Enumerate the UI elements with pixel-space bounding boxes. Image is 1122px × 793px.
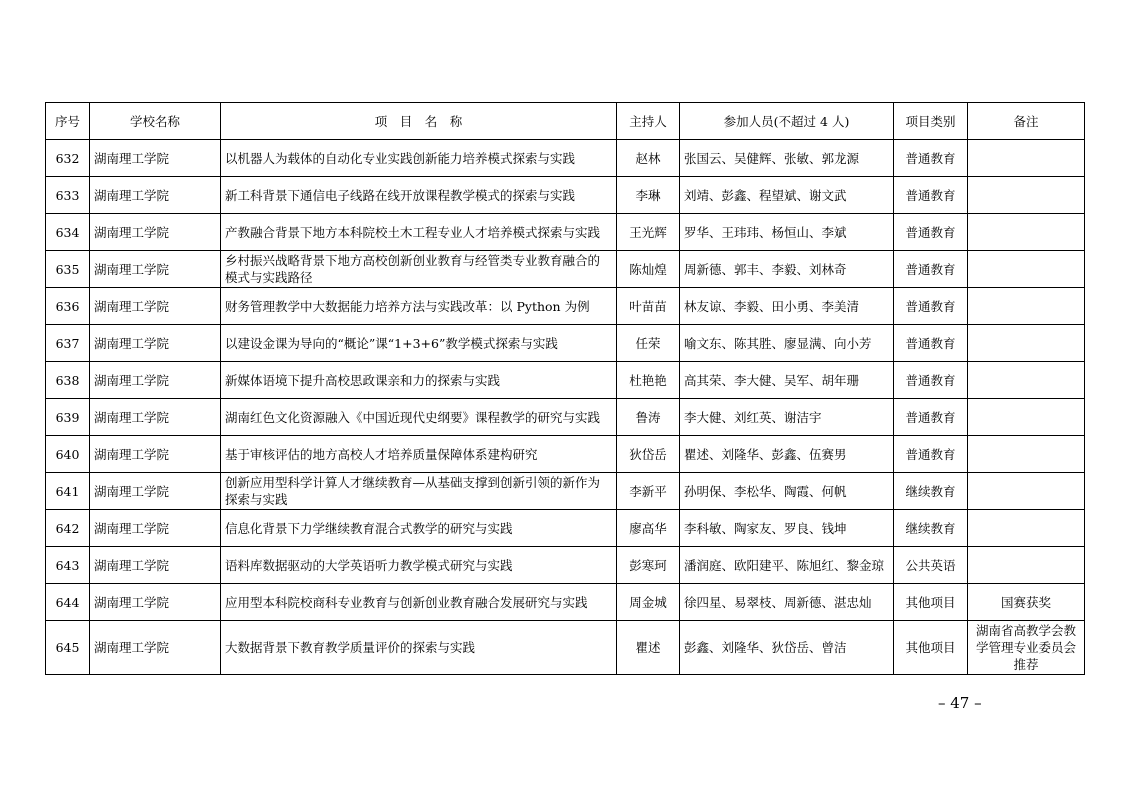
cell-members: 潘润庭、欧阳建平、陈旭红、黎金琼 xyxy=(680,547,894,584)
cell-category: 普通教育 xyxy=(894,288,968,325)
cell-category: 其他项目 xyxy=(894,621,968,675)
header-members: 参加人员(不超过 4 人) xyxy=(680,103,894,140)
table-row xyxy=(46,177,1085,214)
cell-members: 瞿述、刘隆华、彭鑫、伍赛男 xyxy=(680,436,894,473)
cell-members: 孙明保、李松华、陶霞、何帆 xyxy=(680,473,894,510)
cell-project: 新媒体语境下提升高校思政课亲和力的探索与实践 xyxy=(221,362,617,399)
cell-project: 以机器人为载体的自动化专业实践创新能力培养模式探索与实践 xyxy=(221,140,617,177)
cell-category: 普通教育 xyxy=(894,436,968,473)
cell-members: 喻文东、陈其胜、廖显满、向小芳 xyxy=(680,325,894,362)
page-number: – 47 – xyxy=(938,694,982,712)
cell-school: 湖南理工学院 xyxy=(90,140,221,177)
cell-school: 湖南理工学院 xyxy=(90,436,221,473)
cell-school: 湖南理工学院 xyxy=(90,177,221,214)
cell-members: 李大健、刘红英、谢洁宇 xyxy=(680,399,894,436)
cell-school: 湖南理工学院 xyxy=(90,288,221,325)
cell-school: 湖南理工学院 xyxy=(90,547,221,584)
cell-members: 张国云、吴健辉、张敏、郭龙源 xyxy=(680,140,894,177)
cell-category: 普通教育 xyxy=(894,362,968,399)
cell-host: 李新平 xyxy=(617,473,680,510)
table-row xyxy=(46,325,1085,362)
table-row xyxy=(46,362,1085,399)
cell-serial: 640 xyxy=(46,436,90,473)
cell-note xyxy=(968,214,1085,251)
cell-host: 瞿述 xyxy=(617,621,680,675)
cell-note xyxy=(968,436,1085,473)
cell-serial: 634 xyxy=(46,214,90,251)
cell-note: 湖南省高教学会教学管理专业委员会推荐 xyxy=(968,621,1085,675)
cell-school: 湖南理工学院 xyxy=(90,399,221,436)
cell-members: 彭鑫、刘隆华、狄岱岳、曾洁 xyxy=(680,621,894,675)
table-row xyxy=(46,251,1085,288)
cell-category: 普通教育 xyxy=(894,399,968,436)
cell-host: 任荣 xyxy=(617,325,680,362)
cell-project: 湖南红色文化资源融入《中国近现代史纲要》课程教学的研究与实践 xyxy=(221,399,617,436)
cell-school: 湖南理工学院 xyxy=(90,325,221,362)
cell-host: 李琳 xyxy=(617,177,680,214)
table-row xyxy=(46,621,1085,675)
cell-host: 廖高华 xyxy=(617,510,680,547)
cell-serial: 644 xyxy=(46,584,90,621)
cell-serial: 639 xyxy=(46,399,90,436)
cell-serial: 637 xyxy=(46,325,90,362)
cell-host: 鲁涛 xyxy=(617,399,680,436)
cell-project: 乡村振兴战略背景下地方高校创新创业教育与经管类专业教育融合的模式与实践路径 xyxy=(221,251,617,288)
cell-school: 湖南理工学院 xyxy=(90,621,221,675)
table-row xyxy=(46,288,1085,325)
cell-project: 创新应用型科学计算人才继续教育—从基础支撑到创新引领的新作为探索与实践 xyxy=(221,473,617,510)
cell-serial: 635 xyxy=(46,251,90,288)
cell-members: 周新德、郭丰、李毅、刘林奇 xyxy=(680,251,894,288)
cell-host: 彭寒珂 xyxy=(617,547,680,584)
cell-note xyxy=(968,547,1085,584)
cell-members: 李科敏、陶家友、罗良、钱坤 xyxy=(680,510,894,547)
cell-note xyxy=(968,140,1085,177)
cell-host: 杜艳艳 xyxy=(617,362,680,399)
cell-school: 湖南理工学院 xyxy=(90,584,221,621)
table-row xyxy=(46,473,1085,510)
table-row xyxy=(46,510,1085,547)
table-row xyxy=(46,140,1085,177)
cell-project: 财务管理教学中大数据能力培养方法与实践改革：以 Python 为例 xyxy=(221,288,617,325)
cell-note xyxy=(968,288,1085,325)
cell-note xyxy=(968,362,1085,399)
header-category: 项目类别 xyxy=(894,103,968,140)
header-school: 学校名称 xyxy=(90,103,221,140)
cell-host: 赵林 xyxy=(617,140,680,177)
cell-note xyxy=(968,251,1085,288)
cell-category: 普通教育 xyxy=(894,325,968,362)
cell-serial: 633 xyxy=(46,177,90,214)
cell-category: 普通教育 xyxy=(894,251,968,288)
cell-serial: 641 xyxy=(46,473,90,510)
cell-project: 应用型本科院校商科专业教育与创新创业教育融合发展研究与实践 xyxy=(221,584,617,621)
cell-note xyxy=(968,325,1085,362)
cell-project: 基于审核评估的地方高校人才培养质量保障体系建构研究 xyxy=(221,436,617,473)
cell-host: 王光辉 xyxy=(617,214,680,251)
cell-members: 徐四星、易翠枝、周新德、湛忠灿 xyxy=(680,584,894,621)
cell-category: 普通教育 xyxy=(894,140,968,177)
cell-school: 湖南理工学院 xyxy=(90,214,221,251)
cell-school: 湖南理工学院 xyxy=(90,251,221,288)
cell-category: 继续教育 xyxy=(894,473,968,510)
cell-category: 公共英语 xyxy=(894,547,968,584)
cell-members: 刘靖、彭鑫、程望斌、谢文武 xyxy=(680,177,894,214)
header-host: 主持人 xyxy=(617,103,680,140)
table-row xyxy=(46,436,1085,473)
cell-members: 林友谅、李毅、田小勇、李美清 xyxy=(680,288,894,325)
cell-members: 罗华、王玮玮、杨恒山、李斌 xyxy=(680,214,894,251)
table-row xyxy=(46,584,1085,621)
cell-serial: 638 xyxy=(46,362,90,399)
cell-project: 新工科背景下通信电子线路在线开放课程教学模式的探索与实践 xyxy=(221,177,617,214)
cell-serial: 632 xyxy=(46,140,90,177)
cell-serial: 645 xyxy=(46,621,90,675)
cell-category: 继续教育 xyxy=(894,510,968,547)
table-row xyxy=(46,547,1085,584)
table-row xyxy=(46,399,1085,436)
cell-members: 高其荣、李大健、吴军、胡年珊 xyxy=(680,362,894,399)
table-row xyxy=(46,214,1085,251)
cell-host: 陈灿煌 xyxy=(617,251,680,288)
cell-note xyxy=(968,473,1085,510)
project-table xyxy=(45,102,1085,675)
cell-host: 周金城 xyxy=(617,584,680,621)
cell-note xyxy=(968,510,1085,547)
cell-school: 湖南理工学院 xyxy=(90,473,221,510)
cell-serial: 636 xyxy=(46,288,90,325)
header-serial: 序号 xyxy=(46,103,90,140)
cell-host: 叶苗苗 xyxy=(617,288,680,325)
header-note: 备注 xyxy=(968,103,1085,140)
cell-category: 普通教育 xyxy=(894,177,968,214)
cell-category: 其他项目 xyxy=(894,584,968,621)
cell-project: 大数据背景下教育教学质量评价的探索与实践 xyxy=(221,621,617,675)
cell-note: 国赛获奖 xyxy=(968,584,1085,621)
cell-serial: 643 xyxy=(46,547,90,584)
cell-serial: 642 xyxy=(46,510,90,547)
cell-note xyxy=(968,177,1085,214)
cell-project: 产教融合背景下地方本科院校土木工程专业人才培养模式探索与实践 xyxy=(221,214,617,251)
cell-school: 湖南理工学院 xyxy=(90,362,221,399)
cell-school: 湖南理工学院 xyxy=(90,510,221,547)
cell-project: 语料库数据驱动的大学英语听力教学模式研究与实践 xyxy=(221,547,617,584)
cell-note xyxy=(968,399,1085,436)
cell-project: 以建设金课为导向的“概论”课“1+3+6”教学模式探索与实践 xyxy=(221,325,617,362)
header-project: 项 目 名 称 xyxy=(221,103,617,140)
table-header-row xyxy=(46,103,1085,140)
cell-category: 普通教育 xyxy=(894,214,968,251)
cell-host: 狄岱岳 xyxy=(617,436,680,473)
cell-project: 信息化背景下力学继续教育混合式教学的研究与实践 xyxy=(221,510,617,547)
